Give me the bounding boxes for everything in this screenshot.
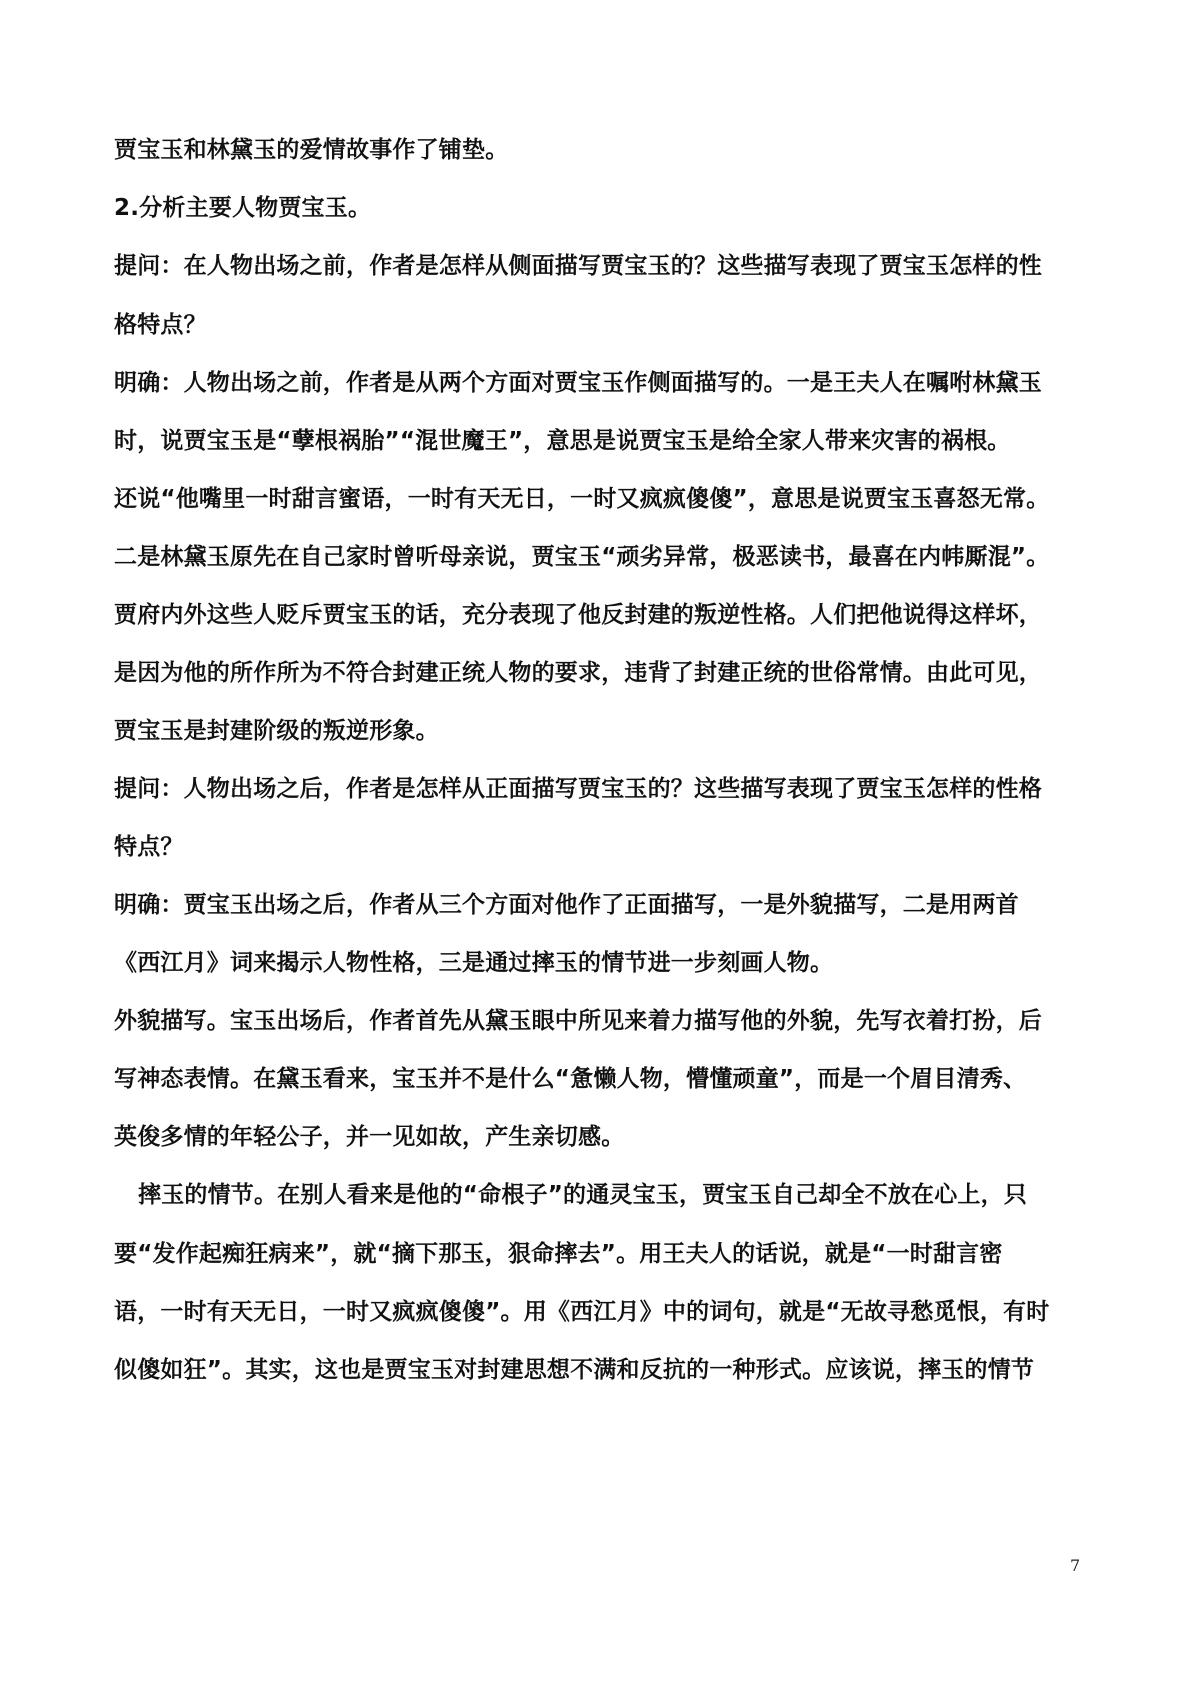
text-line: 《西江月》词来揭示人物性格，三是通过摔玉的情节进一步刻画人物。 bbox=[114, 950, 834, 976]
text-line: 贾宝玉和林黛玉的爱情故事作了铺垫。 bbox=[114, 137, 509, 163]
text-line: 明确：贾宝玉出场之后，作者从三个方面对他作了正面描写，一是外貌描写，二是用两首 bbox=[114, 892, 1019, 918]
text-line: 提问：在人物出场之前，作者是怎样从侧面描写贾宝玉的？这些描写表现了贾宝玉怎样的性 bbox=[114, 253, 1042, 279]
text-line: 贾宝玉是封建阶级的叛逆形象。 bbox=[114, 718, 439, 744]
text-line: 还说“他嘴里一时甜言蜜语，一时有天无日，一时又疯疯傻傻”，意思是说贾宝玉喜怒无常。 bbox=[114, 486, 1050, 512]
text-line: 似傻如狂”。其实，这也是贾宝玉对封建思想不满和反抗的一种形式。应该说，摔玉的情节 bbox=[114, 1357, 1035, 1383]
text-line: 摔玉的情节。在别人看来是他的“命根子”的通灵宝玉，贾宝玉自己却全不放在心上，只 bbox=[138, 1182, 1028, 1208]
text-line: 时，说贾宝玉是“孽根祸胎”“混世魔王”，意思是说贾宝玉是给全家人带来灾害的祸根。 bbox=[114, 428, 1011, 454]
text-line: 贾府内外这些人贬斥贾宝玉的话，充分表现了他反封建的叛逆性格。人们把他说得这样坏， bbox=[114, 602, 1042, 628]
text-line: 格特点？ bbox=[114, 312, 207, 338]
text-line: 是因为他的所作所为不符合封建正统人物的要求，违背了封建正统的世俗常情。由此可见， bbox=[114, 660, 1042, 686]
text-line: 英俊多情的年轻公子，并一见如故，产生亲切感。 bbox=[114, 1124, 625, 1150]
text-line: 语，一时有天无日，一时又疯疯傻傻”。用《西江月》中的词句，就是“无故寻愁觅恨，有时 bbox=[114, 1299, 1050, 1325]
page-number: 7 bbox=[1070, 1556, 1081, 1575]
text-line: 特点？ bbox=[114, 834, 184, 860]
text-line: 写神态表情。在黛玉看来，宝玉并不是什么“惫懒人物，懵懂顽童”，而是一个眉目清秀、 bbox=[114, 1066, 1027, 1092]
text-line: 二是林黛玉原先在自己家时曾听母亲说，贾宝玉“顽劣异常，极恶读书，最喜在内帏厮混”。 bbox=[114, 544, 1050, 570]
text-line: 要“发作起痴狂病来”，就“摘下那玉，狠命摔去”。用王夫人的话说，就是“一时甜言密 bbox=[114, 1241, 1003, 1267]
text-line: 提问：人物出场之后，作者是怎样从正面描写贾宝玉的？这些描写表现了贾宝玉怎样的性格 bbox=[114, 776, 1042, 802]
text-line: 明确：人物出场之前，作者是从两个方面对贾宝玉作侧面描写的。一是王夫人在嘱咐林黛玉 bbox=[114, 370, 1042, 396]
text-line: 外貌描写。宝玉出场后，作者首先从黛玉眼中所见来着力描写他的外貌，先写衣着打扮，后 bbox=[114, 1008, 1042, 1034]
section-heading: 2.分析主要人物贾宝玉。 bbox=[114, 195, 372, 221]
